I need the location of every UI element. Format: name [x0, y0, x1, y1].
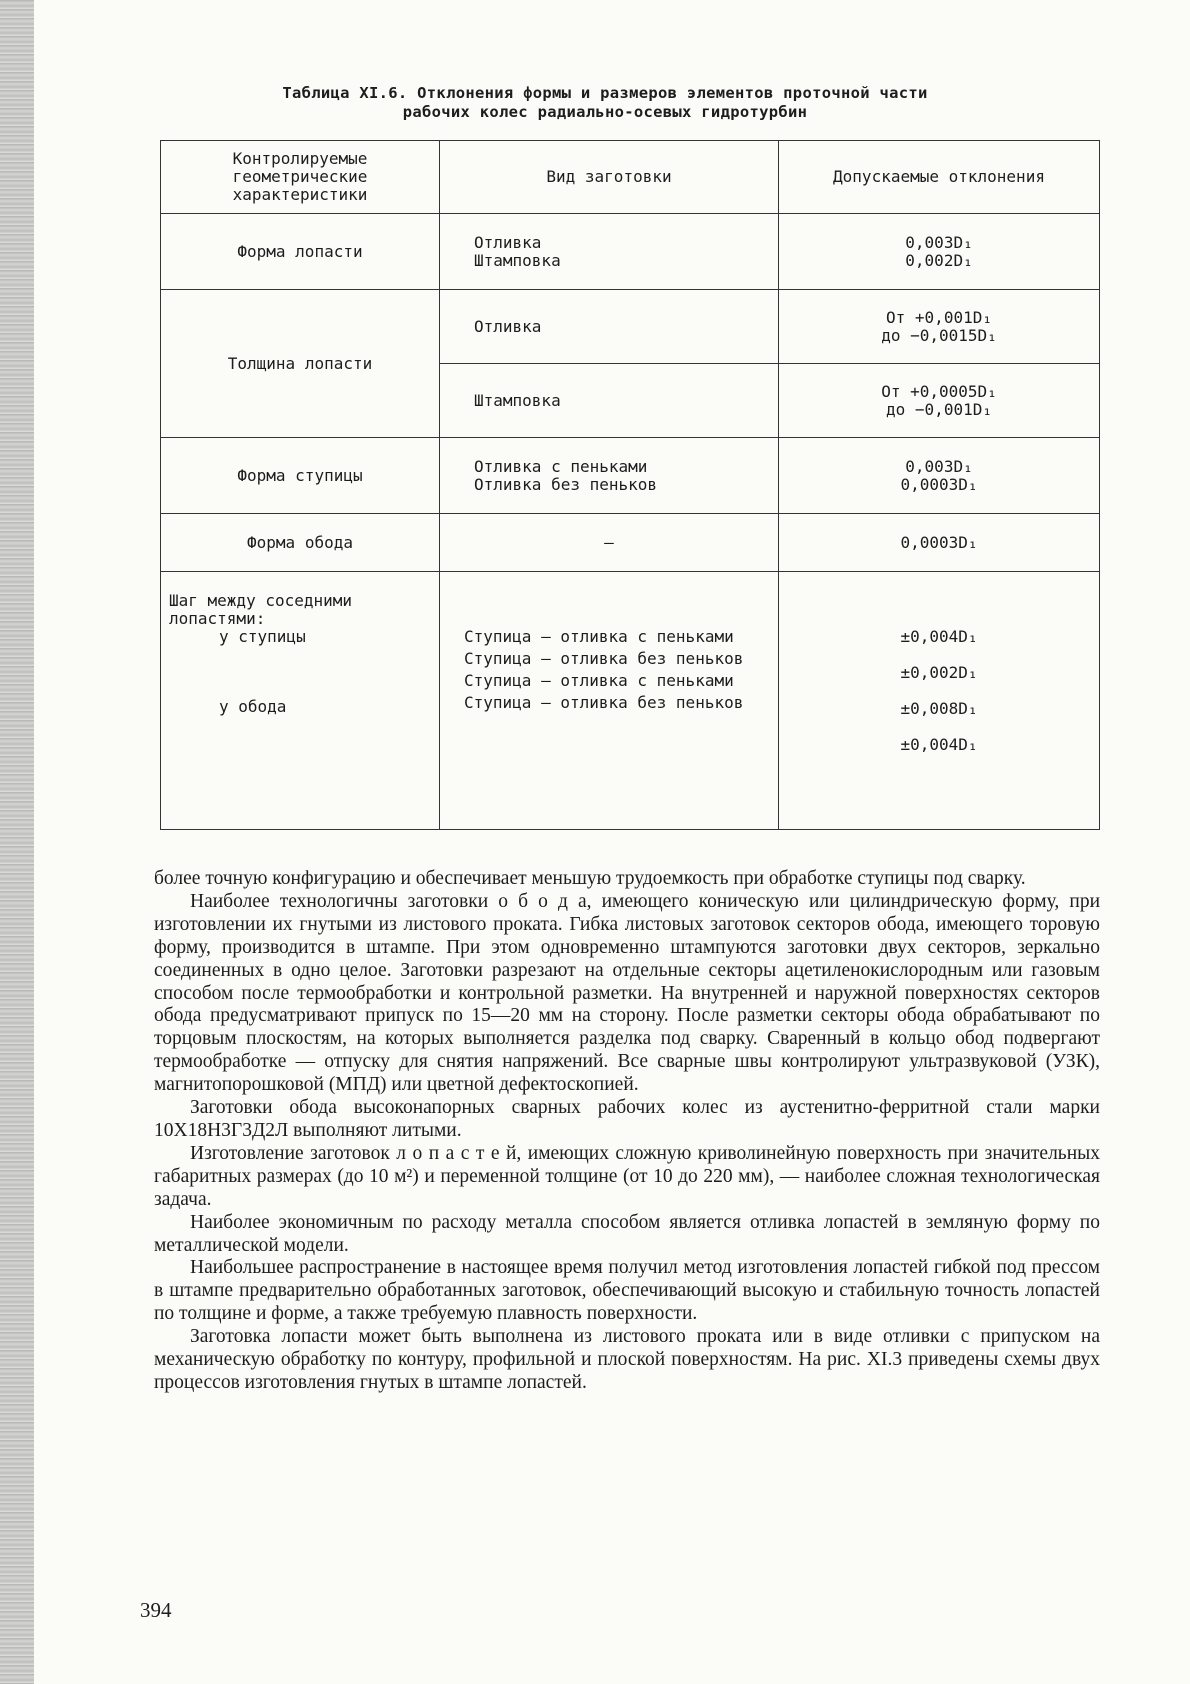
paragraph-1: более точную конфигурацию и обеспечивает меньшую трудоемкость при обработке ступицы под сварку.	[154, 868, 1026, 889]
hub-shape-tolerances	[779, 438, 1100, 514]
blade-thickness-label: Толщина лопасти	[161, 290, 440, 438]
blade-thickness-casting-from: От +0,001D₁	[886, 307, 992, 327]
blade-thickness-tol-stamping	[779, 364, 1100, 438]
blade-shape-blank-1: Отливка	[474, 232, 542, 252]
paragraph-2: Наиболее технологичны заготовки о б о д а, имеющего коническую или цилиндрическую форму, при изготовлении их гнутыми из листового проката. Гибка листовых заготовок секторов обода, имеющего торовую форму, производится в штампе. При этом одновременно штампуются заготовки двух секторов, зеркально соединенных в одно целое. Заготовки разрезают на отдельные секторы ацетиленокислородным или газовым способом после термообработки и контрольной разметки. На внутренней и наружной поверхностях секторов обода предусматривают припуск по 15—20 мм на сторону. После разметки секторы обода обрабатывают по торцовым плоскостям, на которых выполняется разделка под сварку. Сваренный в кольцо обод подвергают термообработке — отпуску для снятия напряжений. Все сварные швы контролируют ультразвуковой (УЗК), магнитопорошковой (МПД) или цветной дефектоскопией.	[154, 890, 1100, 1096]
hub-shape-tol-2: 0,0003D₁	[900, 474, 978, 494]
hub-shape-label: Форма ступицы	[161, 438, 440, 514]
blade-shape-tolerances	[779, 214, 1100, 290]
header-tolerances: Допускаемые отклонения	[779, 141, 1100, 214]
table-row-pitch	[161, 572, 1100, 830]
table-row-rim-shape	[161, 514, 1100, 572]
blade-thickness-blank-stamping	[440, 364, 779, 438]
tolerance-table	[160, 140, 1100, 830]
rim-shape-blank: —	[440, 514, 779, 572]
pitch-tol-1: ±0,004D₁	[900, 627, 978, 646]
paragraph-5: Наиболее экономичным по расходу металла способом является отливка лопастей в земляную форму по металлической модели.	[154, 1211, 1100, 1256]
blade-thickness-casting-text: Отливка	[474, 316, 542, 336]
pitch-tolerances-cell	[779, 572, 1100, 830]
rim-shape-label: Форма обода	[161, 514, 440, 572]
header-characteristics: Контролируемые геометрические характеристики	[161, 141, 440, 214]
blade-shape-blanks	[440, 214, 779, 290]
table-caption	[170, 84, 1040, 122]
hub-shape-blanks	[440, 438, 779, 514]
paragraph-7: Заготовка лопасти может быть выполнена из листового проката или в виде отливки с припуском на механическую обработку по контуру, профильной и плоской поверхностям. На рис. XI.3 приведены схемы двух процессов изготовления гнутых в штампе лопастей.	[154, 1326, 1100, 1393]
table-row-blade-shape	[161, 214, 1100, 290]
table-caption-line-1: Таблица XI.6. Отклонения формы и размеров элементов проточной части	[282, 84, 928, 102]
pitch-tol-3: ±0,008D₁	[900, 699, 978, 718]
blade-shape-label: Форма лопасти	[161, 214, 440, 290]
pitch-tol-2: ±0,002D₁	[900, 663, 978, 682]
header-blank-type: Вид заготовки	[440, 141, 779, 214]
blade-thickness-casting-to: до −0,0015D₁	[881, 325, 997, 345]
rim-shape-tolerance: 0,0003D₁	[779, 514, 1100, 572]
blade-thickness-tol-casting	[779, 290, 1100, 364]
body-text	[154, 868, 1100, 1395]
pitch-label-cell	[161, 572, 440, 830]
blade-thickness-stamping-text: Штамповка	[474, 390, 561, 410]
table-row-blade-thickness-casting	[161, 290, 1100, 364]
blade-shape-tol-2: 0,002D₁	[905, 250, 973, 270]
blade-shape-blank-2: Штамповка	[474, 250, 561, 270]
paragraph-4: Изготовление заготовок л о п а с т е й, имеющих сложную криволинейную поверхность при значительных габаритных размерах (до 10 м²) и переменной толщине (от 10 до 220 мм), — наиболее сложная технологическая задача.	[154, 1142, 1100, 1210]
paragraph-6: Наибольшее распространение в настоящее время получил метод изготовления лопастей гибкой под прессом в штампе предварительно обработанных заготовок, обеспечивающий высокую и стабильную точность лопастей по толщине и форме, а также требуемую плавность поверхности.	[154, 1257, 1100, 1325]
blade-thickness-stamping-from: От +0,0005D₁	[881, 381, 997, 401]
pitch-tol-4: ±0,004D₁	[900, 735, 978, 754]
page-number: 394	[140, 1598, 172, 1622]
hub-shape-blank-1: Отливка с пеньками	[474, 456, 648, 476]
hub-shape-tol-1: 0,003D₁	[905, 456, 973, 476]
paragraph-3: Заготовки обода высоконапорных сварных рабочих колес из аустенитно-ферритной стали марки 10Х18Н3Г3Д2Л выполняют литыми.	[154, 1097, 1100, 1141]
pitch-at-hub: у ступицы	[219, 627, 306, 646]
table-row-hub-shape	[161, 438, 1100, 514]
table-caption-line-2: рабочих колес радиально-осевых гидротурбин	[402, 103, 808, 121]
pitch-blank-3: Ступица — отливка с пеньками	[464, 671, 734, 690]
blade-shape-tol-1: 0,003D₁	[905, 232, 973, 252]
blade-thickness-blank-casting	[440, 290, 779, 364]
hub-shape-blank-2: Отливка без пеньков	[474, 474, 658, 494]
table-header-row	[161, 141, 1100, 214]
pitch-label: Шаг между соседними лопастями:	[169, 591, 353, 628]
pitch-blank-2: Ступица — отливка без пеньков	[464, 649, 744, 668]
pitch-blanks-cell	[440, 572, 779, 830]
blade-thickness-stamping-to: до −0,001D₁	[886, 399, 992, 419]
pitch-at-rim: у обода	[219, 697, 287, 716]
pitch-blank-1: Ступица — отливка с пеньками	[464, 627, 734, 646]
pitch-blank-4: Ступица — отливка без пеньков	[464, 693, 744, 712]
scan-edge-shadow	[0, 0, 34, 1684]
